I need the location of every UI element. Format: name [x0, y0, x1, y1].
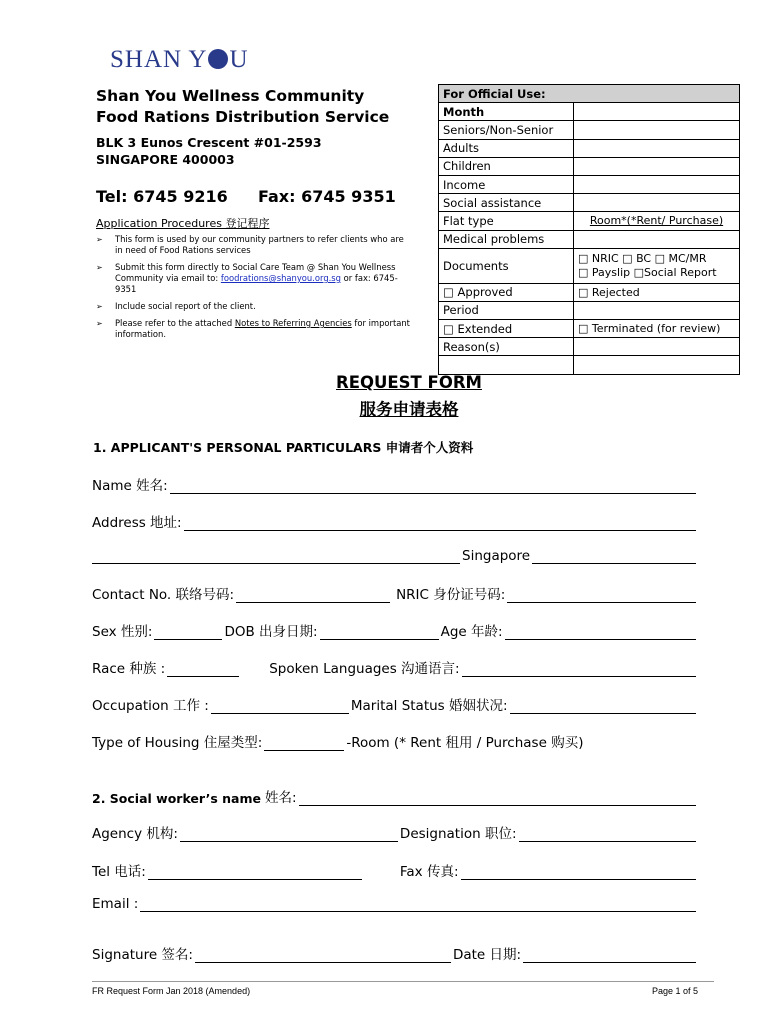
- procedure-item: [96, 262, 412, 295]
- agency-row: [92, 822, 698, 842]
- name-field[interactable]: [170, 479, 696, 494]
- procedure-text: or fax: 6745-9351: [115, 273, 398, 294]
- reasons-cell[interactable]: [574, 338, 740, 356]
- sex-label: Sex 性别:: [92, 624, 153, 640]
- agency-field[interactable]: [180, 827, 398, 842]
- postal-code-field[interactable]: [532, 549, 696, 564]
- race-label: Race 种族 :: [92, 661, 166, 677]
- languages-label: Spoken Languages 沟通语言:: [269, 661, 460, 677]
- section-2-heading: 2. Social worker’s name: [92, 791, 261, 806]
- tel-fax-row: [92, 860, 698, 880]
- age-field[interactable]: [505, 625, 696, 640]
- children-cell[interactable]: [574, 157, 740, 175]
- occupation-field[interactable]: [211, 699, 349, 714]
- procedures-list: [96, 234, 412, 346]
- fax-number: Fax: 6745 9351: [258, 187, 396, 206]
- approved-checkbox[interactable]: □ Approved: [439, 283, 574, 301]
- notes-reference: Notes to Referring Agencies: [234, 318, 352, 328]
- email-field[interactable]: [140, 897, 696, 912]
- telephone-number: Tel: 6745 9216: [96, 187, 228, 206]
- signature-field[interactable]: [195, 948, 451, 963]
- rejected-checkbox[interactable]: □ Rejected: [574, 283, 740, 301]
- housing-options: -Room (* Rent 租用 / Purchase 购买): [346, 735, 584, 751]
- designation-field[interactable]: [519, 827, 696, 842]
- medical-cell[interactable]: [574, 230, 740, 248]
- logo-text-right: U: [229, 46, 249, 73]
- procedure-text: Include social report of the client.: [115, 301, 256, 311]
- social-worker-row: [92, 786, 698, 806]
- address-label: Address 地址:: [92, 515, 182, 531]
- month-label: Month: [439, 103, 574, 121]
- address-row-2: [92, 548, 698, 564]
- organization-address: [96, 134, 322, 168]
- form-title-en: REQUEST FORM: [336, 373, 482, 392]
- reasons-label: Reason(s): [439, 338, 574, 356]
- income-label: Income: [439, 175, 574, 193]
- sex-field[interactable]: [154, 625, 222, 640]
- adults-cell[interactable]: [574, 139, 740, 157]
- blank-cell[interactable]: [439, 356, 574, 374]
- procedure-item: [96, 301, 412, 312]
- signature-label: Signature 签名:: [92, 947, 193, 963]
- email-link[interactable]: foodrations@shanyou.org.sg: [220, 273, 341, 283]
- race-field[interactable]: [167, 662, 239, 677]
- languages-field[interactable]: [462, 662, 696, 677]
- page-number: Page 1 of 5: [652, 986, 699, 996]
- form-title-zh: 服务申请表格: [359, 400, 459, 419]
- procedure-text: Submit this form directly to Social Care Team @ Shan You Wellness Community via email to:: [115, 262, 396, 283]
- designation-label: Designation 职位:: [399, 826, 517, 842]
- nric-field[interactable]: [507, 588, 696, 603]
- procedure-text: This form is used by our community partners to refer clients who are in need of Food Rations services: [115, 234, 404, 255]
- email-label: Email :: [92, 896, 139, 912]
- social-assistance-cell[interactable]: [574, 194, 740, 212]
- children-label: Children: [439, 157, 574, 175]
- documents-checklist[interactable]: [574, 248, 740, 283]
- contact-row: [92, 583, 698, 603]
- footer-form-id: FR Request Form Jan 2018 (Amended): [92, 986, 251, 996]
- blank-cell[interactable]: [574, 356, 740, 374]
- footer-divider: [92, 981, 714, 982]
- contact-field[interactable]: [236, 588, 390, 603]
- income-cell[interactable]: [574, 175, 740, 193]
- dob-label: DOB 出身日期:: [224, 624, 318, 640]
- name-label: Name 姓名:: [92, 478, 168, 494]
- docs-line-1: □ NRIC □ BC □ MC/MR: [578, 251, 707, 265]
- procedure-item: [96, 318, 412, 340]
- adults-label: Adults: [439, 139, 574, 157]
- extended-checkbox[interactable]: □ Extended: [439, 320, 574, 338]
- terminated-checkbox[interactable]: □ Terminated (for review): [574, 320, 740, 338]
- procedure-text: Please refer to the attached: [115, 318, 235, 328]
- logo-text-left: SHAN Y: [110, 46, 208, 73]
- housing-field[interactable]: [264, 736, 344, 751]
- procedure-item: [96, 234, 412, 256]
- procedures-title: Application Procedures 登记程序: [96, 217, 270, 230]
- marital-label: Marital Status 婚姻状况:: [350, 698, 508, 714]
- contact-numbers: [96, 187, 396, 206]
- singapore-label: Singapore: [462, 548, 531, 564]
- shan-you-logo: [110, 46, 249, 74]
- agency-label: Agency 机构:: [92, 826, 178, 842]
- official-use-table: [438, 84, 740, 375]
- name-row: [92, 474, 698, 494]
- organization-name: [96, 86, 389, 128]
- docs-line-2: □ Payslip □Social Report: [578, 265, 717, 279]
- period-label: Period: [439, 301, 574, 319]
- month-cell[interactable]: [574, 103, 740, 121]
- social-worker-name-field[interactable]: [299, 791, 696, 806]
- social-assistance-label: Social assistance: [439, 194, 574, 212]
- seal-icon: [208, 49, 228, 69]
- tel-field[interactable]: [148, 865, 362, 880]
- age-label: Age 年龄:: [440, 624, 503, 640]
- nric-label: NRIC 身份证号码:: [396, 587, 506, 603]
- marital-field[interactable]: [510, 699, 696, 714]
- address-field-2[interactable]: [92, 549, 460, 564]
- housing-label: Type of Housing 住屋类型:: [92, 735, 263, 751]
- occupation-label: Occupation 工作 :: [92, 698, 209, 714]
- official-use-header: For Official Use:: [439, 85, 740, 103]
- flat-type-label: Flat type: [439, 212, 574, 230]
- tel-label: Tel 电话:: [92, 864, 146, 880]
- org-line-1: Shan You Wellness Community: [96, 87, 365, 105]
- address-line-1: BLK 3 Eunos Crescent #01-2593: [96, 135, 322, 150]
- medical-label: Medical problems: [439, 230, 574, 248]
- address-field[interactable]: [184, 516, 696, 531]
- housing-row: [92, 731, 698, 751]
- dob-field[interactable]: [320, 625, 439, 640]
- section-1-heading: 1. APPLICANT'S PERSONAL PARTICULARS 申请者个人资料: [93, 440, 474, 455]
- race-language-row: [92, 657, 698, 677]
- section-2-heading-zh: 姓名:: [264, 790, 297, 806]
- address-row: [92, 511, 698, 531]
- procedure-text: for important information.: [115, 318, 410, 339]
- fax-field[interactable]: [461, 865, 697, 880]
- email-row: [92, 896, 698, 912]
- period-cell[interactable]: [574, 301, 740, 319]
- date-label: Date 日期:: [452, 947, 522, 963]
- seniors-label: Seniors/Non-Senior: [439, 121, 574, 139]
- fax-label: Fax 传真:: [399, 864, 459, 880]
- signature-row: [92, 943, 698, 963]
- address-line-2: SINGAPORE 400003: [96, 152, 235, 167]
- date-field[interactable]: [523, 948, 696, 963]
- documents-label: Documents: [439, 248, 574, 283]
- seniors-cell[interactable]: [574, 121, 740, 139]
- org-line-2: Food Rations Distribution Service: [96, 108, 390, 126]
- flat-type-value: Room*(*Rent/ Purchase): [574, 212, 740, 230]
- occupation-marital-row: [92, 694, 698, 714]
- sex-dob-age-row: [92, 620, 698, 640]
- contact-label: Contact No. 联络号码:: [92, 587, 235, 603]
